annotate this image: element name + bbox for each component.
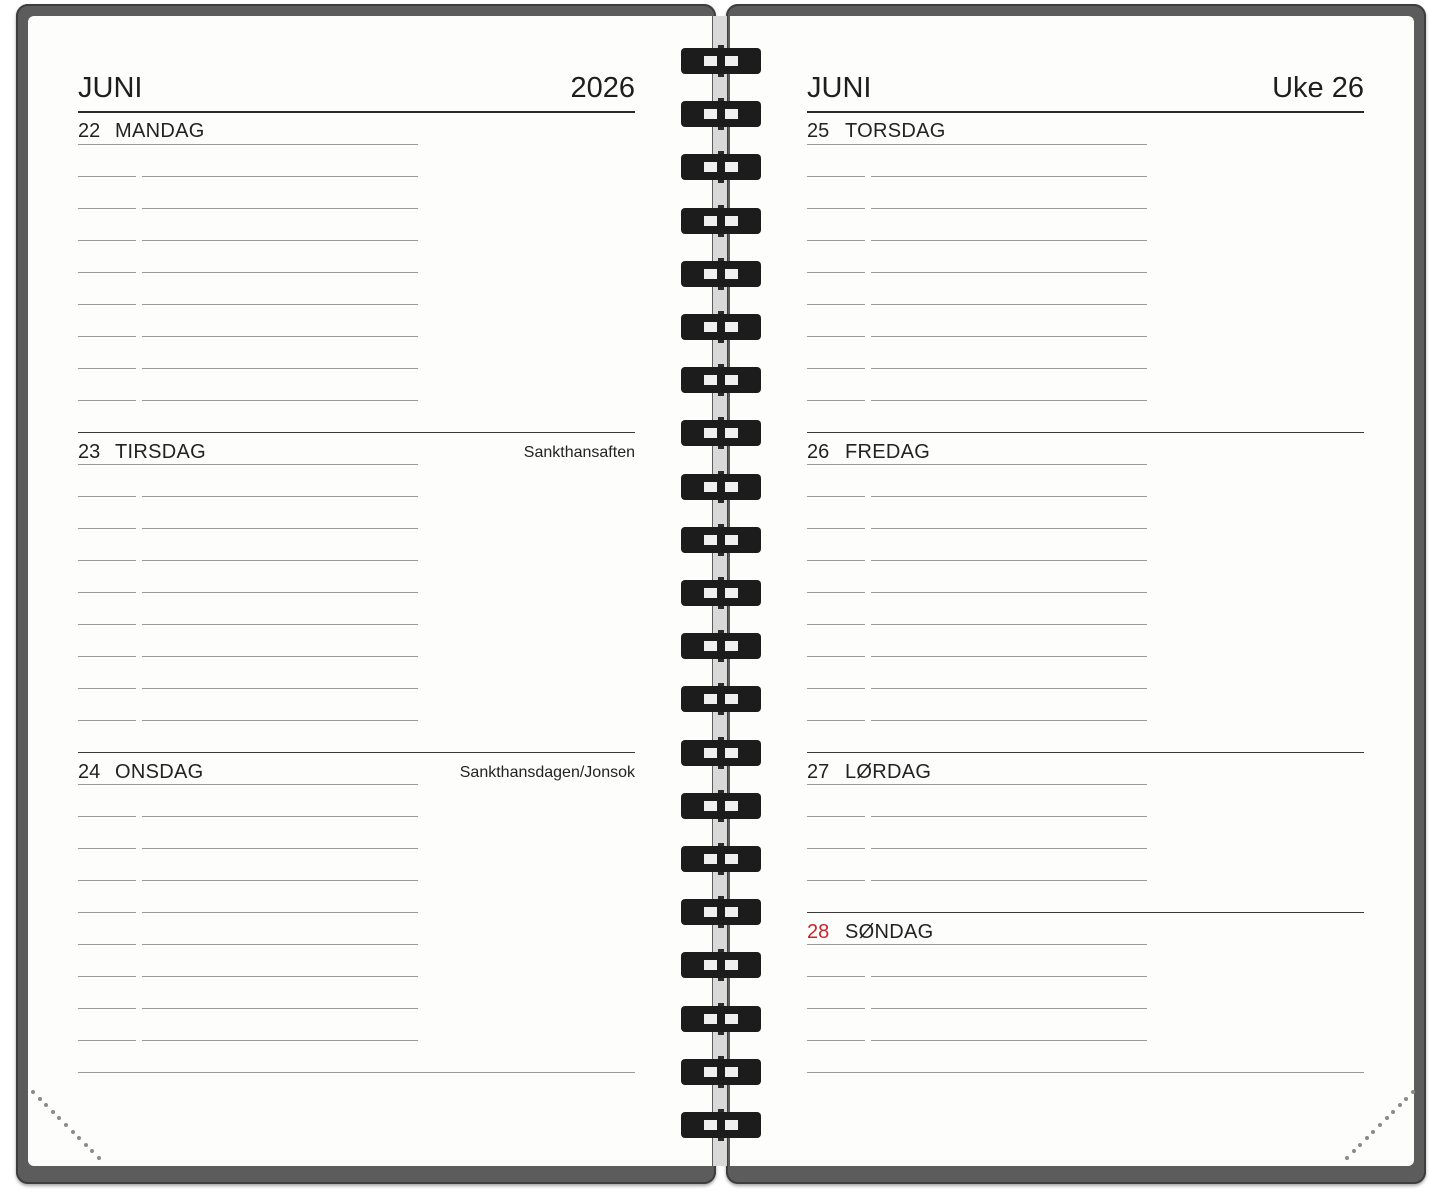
- stitch-dot: [1391, 1110, 1395, 1114]
- writing-line: [142, 592, 418, 593]
- writing-line: [142, 496, 418, 497]
- day-separator: [807, 432, 1364, 433]
- spiral-ring: [681, 420, 761, 446]
- holiday-note: Sankthansdagen/Jonsok: [459, 764, 635, 781]
- writing-line: [807, 656, 865, 657]
- writing-line: [78, 976, 136, 977]
- writing-line: [807, 880, 865, 881]
- day-name: TORSDAG: [845, 120, 946, 142]
- writing-line: [78, 720, 136, 721]
- writing-line: [871, 400, 1147, 401]
- writing-line: [78, 496, 136, 497]
- writing-line: [871, 848, 1147, 849]
- writing-line: [871, 272, 1147, 273]
- spiral-ring: [681, 48, 761, 74]
- day-name: SØNDAG: [845, 921, 934, 943]
- writing-line: [871, 368, 1147, 369]
- writing-line: [78, 272, 136, 273]
- day-number: 26: [807, 441, 830, 463]
- writing-line: [807, 208, 865, 209]
- spiral-ring: [681, 793, 761, 819]
- spiral-ring: [681, 1112, 761, 1138]
- writing-line: [871, 1040, 1147, 1041]
- stitch-dot: [64, 1123, 68, 1127]
- writing-line: [807, 368, 865, 369]
- writing-line: [807, 976, 865, 977]
- stitch-dot: [1345, 1156, 1349, 1160]
- writing-line: [871, 336, 1147, 337]
- stitch-dot: [1358, 1143, 1362, 1147]
- spiral-ring: [681, 208, 761, 234]
- stitch-dot: [71, 1130, 75, 1134]
- spiral-ring: [681, 154, 761, 180]
- writing-line: [871, 592, 1147, 593]
- writing-line: [142, 368, 418, 369]
- spiral-ring: [681, 1006, 761, 1032]
- writing-line: [78, 688, 136, 689]
- spiral-ring: [681, 846, 761, 872]
- spiral-ring: [681, 686, 761, 712]
- day-separator: [807, 912, 1364, 913]
- writing-line: [78, 624, 136, 625]
- writing-line: [807, 784, 1147, 785]
- day-number: 22: [78, 120, 101, 142]
- day-separator: [807, 752, 1364, 753]
- right-header-rule: [807, 111, 1364, 113]
- right-month-title: JUNI: [807, 72, 872, 104]
- writing-line: [78, 848, 136, 849]
- page-end-line: [78, 1072, 635, 1073]
- writing-line: [78, 784, 418, 785]
- writing-line: [871, 560, 1147, 561]
- day-number: 27: [807, 761, 830, 783]
- writing-line: [807, 816, 865, 817]
- spiral-ring: [681, 952, 761, 978]
- writing-line: [78, 400, 136, 401]
- writing-line: [142, 1040, 418, 1041]
- stitch-dot: [38, 1097, 42, 1101]
- spiral-ring: [681, 314, 761, 340]
- writing-line: [871, 176, 1147, 177]
- day-number: 25: [807, 120, 830, 142]
- writing-line: [78, 208, 136, 209]
- writing-line: [142, 176, 418, 177]
- writing-line: [142, 336, 418, 337]
- writing-line: [871, 880, 1147, 881]
- writing-line: [142, 720, 418, 721]
- day-number-sunday: 28: [807, 921, 830, 943]
- writing-line: [807, 528, 865, 529]
- writing-line: [871, 688, 1147, 689]
- writing-line: [142, 816, 418, 817]
- writing-line: [807, 720, 865, 721]
- writing-line: [78, 528, 136, 529]
- writing-line: [807, 240, 865, 241]
- writing-line: [807, 304, 865, 305]
- year-label: 2026: [570, 72, 635, 104]
- spiral-ring: [681, 899, 761, 925]
- day-name: ONSDAG: [115, 761, 204, 783]
- stitch-dot: [1365, 1136, 1369, 1140]
- day-name: TIRSDAG: [115, 441, 206, 463]
- week-label: Uke 26: [1272, 72, 1364, 104]
- page-end-line: [807, 1072, 1364, 1073]
- writing-line: [807, 176, 865, 177]
- writing-line: [78, 336, 136, 337]
- writing-line: [871, 304, 1147, 305]
- stitch-dot: [31, 1090, 35, 1094]
- writing-line: [807, 624, 865, 625]
- writing-line: [142, 880, 418, 881]
- writing-line: [807, 400, 865, 401]
- writing-line: [807, 944, 1147, 945]
- stitch-dot: [84, 1143, 88, 1147]
- writing-line: [807, 1008, 865, 1009]
- stitch-dot: [51, 1110, 55, 1114]
- writing-line: [142, 240, 418, 241]
- writing-line: [807, 1040, 865, 1041]
- spiral-ring: [681, 527, 761, 553]
- writing-line: [871, 208, 1147, 209]
- writing-line: [142, 976, 418, 977]
- left-page: [28, 16, 712, 1166]
- writing-line: [142, 208, 418, 209]
- writing-line: [142, 656, 418, 657]
- writing-line: [142, 848, 418, 849]
- day-name: FREDAG: [845, 441, 931, 463]
- day-number: 24: [78, 761, 101, 783]
- writing-line: [78, 1040, 136, 1041]
- writing-line: [871, 528, 1147, 529]
- writing-line: [78, 880, 136, 881]
- writing-line: [78, 176, 136, 177]
- left-header-rule: [78, 111, 635, 113]
- writing-line: [78, 144, 418, 145]
- spiral-ring: [681, 367, 761, 393]
- writing-line: [142, 624, 418, 625]
- writing-line: [871, 240, 1147, 241]
- writing-line: [871, 624, 1147, 625]
- writing-line: [78, 912, 136, 913]
- writing-line: [871, 656, 1147, 657]
- writing-line: [142, 528, 418, 529]
- spiral-ring: [681, 580, 761, 606]
- writing-line: [142, 272, 418, 273]
- writing-line: [807, 688, 865, 689]
- writing-line: [807, 464, 1147, 465]
- writing-line: [78, 816, 136, 817]
- writing-line: [78, 944, 136, 945]
- writing-line: [78, 1008, 136, 1009]
- right-page: [730, 16, 1414, 1166]
- day-separator: [78, 432, 635, 433]
- writing-line: [807, 144, 1147, 145]
- writing-line: [142, 1008, 418, 1009]
- writing-line: [807, 560, 865, 561]
- holiday-note: Sankthansaften: [523, 444, 635, 461]
- writing-line: [142, 944, 418, 945]
- writing-line: [871, 1008, 1147, 1009]
- spiral-ring: [681, 633, 761, 659]
- writing-line: [142, 304, 418, 305]
- writing-line: [871, 976, 1147, 977]
- writing-line: [142, 560, 418, 561]
- writing-line: [142, 912, 418, 913]
- stitch-dot: [1398, 1103, 1402, 1107]
- spiral-ring: [681, 474, 761, 500]
- writing-line: [78, 240, 136, 241]
- left-month-title: JUNI: [78, 72, 143, 104]
- writing-line: [142, 688, 418, 689]
- spiral-ring: [681, 261, 761, 287]
- writing-line: [78, 656, 136, 657]
- writing-line: [807, 496, 865, 497]
- writing-line: [78, 560, 136, 561]
- writing-line: [871, 720, 1147, 721]
- writing-line: [78, 368, 136, 369]
- stitch-dot: [1378, 1123, 1382, 1127]
- spiral-ring: [681, 740, 761, 766]
- writing-line: [807, 272, 865, 273]
- writing-line: [871, 816, 1147, 817]
- writing-line: [142, 400, 418, 401]
- day-name: LØRDAG: [845, 761, 932, 783]
- stitch-dot: [97, 1156, 101, 1160]
- day-name: MANDAG: [115, 120, 205, 142]
- writing-line: [78, 464, 418, 465]
- writing-line: [807, 592, 865, 593]
- day-number: 23: [78, 441, 101, 463]
- writing-line: [807, 336, 865, 337]
- stitch-dot: [1411, 1090, 1415, 1094]
- spiral-ring: [681, 1059, 761, 1085]
- writing-line: [78, 592, 136, 593]
- day-separator: [78, 752, 635, 753]
- writing-line: [871, 496, 1147, 497]
- writing-line: [78, 304, 136, 305]
- spiral-ring: [681, 101, 761, 127]
- writing-line: [807, 848, 865, 849]
